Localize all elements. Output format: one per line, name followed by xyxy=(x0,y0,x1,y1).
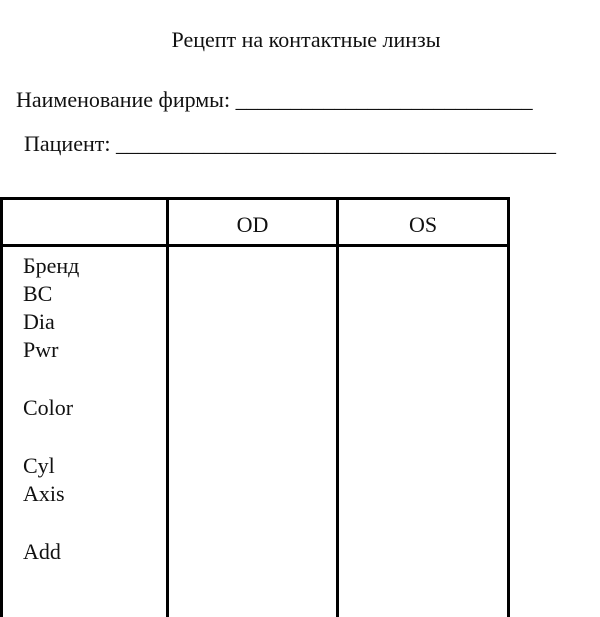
table-column-divider-od xyxy=(166,197,169,617)
firm-name-label: Наименование фирмы: xyxy=(16,87,231,112)
row-label-color: Color xyxy=(23,395,74,420)
row-label-bc: BC xyxy=(23,281,53,306)
table-right-border xyxy=(507,197,510,617)
column-header-od: OD xyxy=(236,212,269,237)
cell-bc-od[interactable] xyxy=(172,280,332,308)
table-header-divider xyxy=(0,244,510,247)
patient-blank-line[interactable]: ________________________________________ xyxy=(115,131,556,156)
patient-label: Пациент: xyxy=(24,131,111,156)
cell-dia-os[interactable] xyxy=(342,308,502,336)
cell-brand-od[interactable] xyxy=(172,252,332,280)
cell-axis-os[interactable] xyxy=(342,480,502,508)
document-title: Рецепт на контактные линзы xyxy=(171,27,441,52)
column-header-os: OS xyxy=(408,212,438,237)
row-label-add: Add xyxy=(23,539,61,564)
cell-pwr-od[interactable] xyxy=(172,336,332,364)
row-label-pwr: Pwr xyxy=(23,337,59,362)
firm-name-blank-line[interactable]: ___________________________ xyxy=(235,87,533,112)
cell-color-od[interactable] xyxy=(172,394,332,422)
cell-pwr-os[interactable] xyxy=(342,336,502,364)
cell-cyl-od[interactable] xyxy=(172,452,332,480)
cell-cyl-os[interactable] xyxy=(342,452,502,480)
table-left-border xyxy=(0,197,3,617)
row-label-dia: Dia xyxy=(23,309,55,334)
table-top-border xyxy=(0,197,510,200)
cell-brand-os[interactable] xyxy=(342,252,502,280)
patient-field[interactable] xyxy=(24,130,556,158)
cell-bc-os[interactable] xyxy=(342,280,502,308)
cell-axis-od[interactable] xyxy=(172,480,332,508)
prescription-table xyxy=(0,197,510,617)
cell-add-od[interactable] xyxy=(172,538,332,566)
row-label-cyl: Cyl xyxy=(23,453,55,478)
table-column-divider-os xyxy=(336,197,339,617)
cell-dia-od[interactable] xyxy=(172,308,332,336)
cell-add-os[interactable] xyxy=(342,538,502,566)
cell-color-os[interactable] xyxy=(342,394,502,422)
row-label-axis: Axis xyxy=(23,481,65,506)
firm-name-field[interactable] xyxy=(16,86,533,114)
row-label-brand: Бренд xyxy=(23,253,80,278)
